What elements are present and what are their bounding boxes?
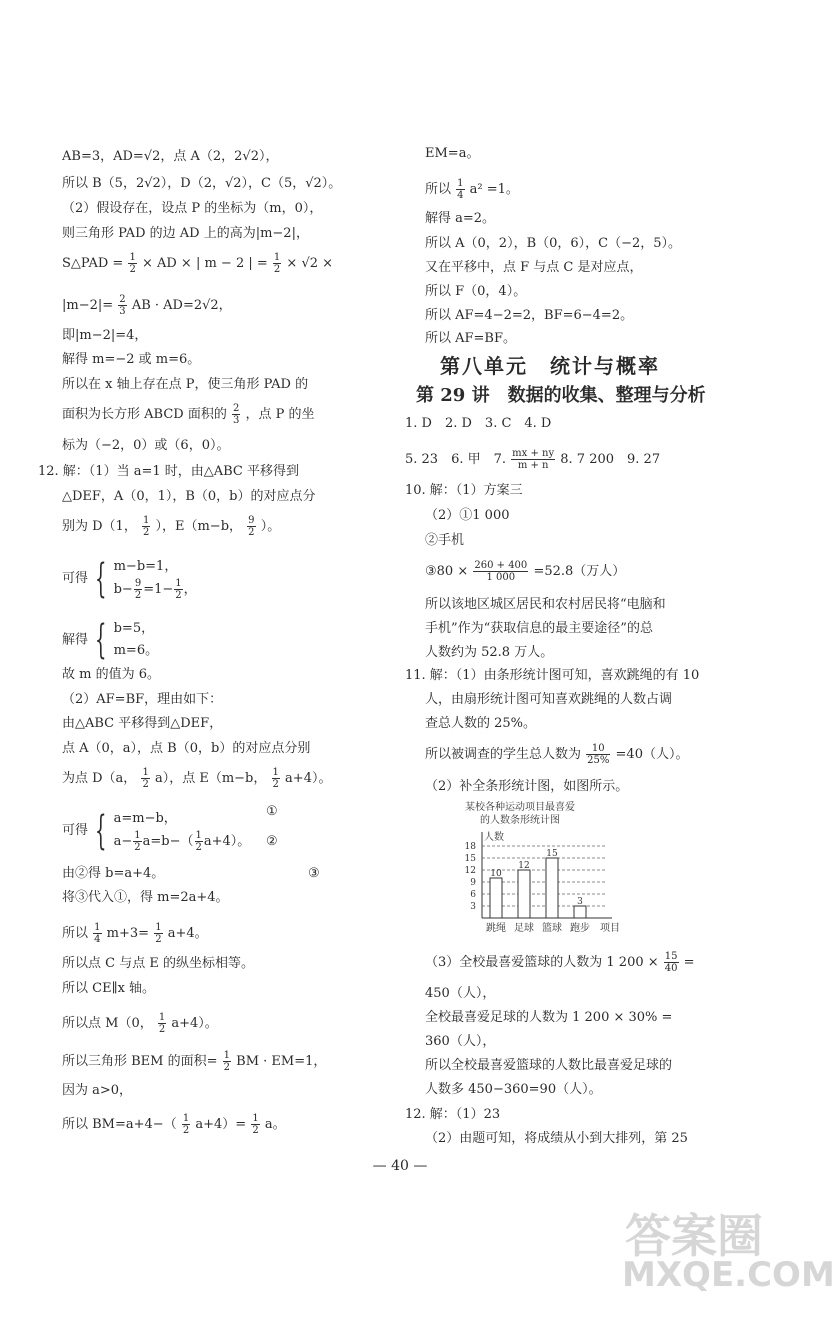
text-line: （2）①1 000: [425, 508, 510, 523]
chart-title-line1: 某校各种运动项目最喜爱: [465, 802, 575, 813]
text-line: （2）补全条形统计图，如图所示。: [425, 779, 629, 794]
text-line: 所以 B（5，2√2），D（2，√2），C（5，√2）。: [62, 176, 342, 191]
text-line: 由△ABC 平移得到△DEF，: [62, 716, 223, 731]
bar-value-label: 15: [546, 849, 558, 859]
bar-value-label: 12: [518, 861, 530, 871]
bar: [546, 858, 558, 918]
text-line: 12. 解：（1）23: [405, 1107, 501, 1122]
formula-line: 面积为长方形 ABCD 面积的 $\frac{2}{3}$ ，点 P 的坐: [62, 403, 315, 426]
text-line: 360（人），: [425, 1034, 496, 1049]
y-tick-label: 15: [464, 854, 476, 864]
text-line: 所以 F（0，4）。: [425, 284, 527, 299]
text-line: 点 A（0，a），点 B（0，b）的对应点分别: [62, 741, 311, 756]
text-line: 10. 解：（1）方案三: [405, 483, 523, 498]
text-line: 人数约为 52.8 万人。: [425, 645, 554, 660]
y-tick-label: 3: [470, 902, 476, 912]
lesson-title: 第 29 讲 数据的收集、整理与分析: [416, 385, 706, 406]
watermark-bottom: MXQE.COM: [622, 1255, 835, 1295]
formula-line: 所以点 M（0， $\frac{1}{2}$ a+4）。: [62, 1012, 218, 1035]
x-tick-label: 跑步: [570, 923, 590, 934]
text-line: AB=3，AD=√2，点 A（2，2√2），: [62, 149, 279, 164]
text-line: 手机”作为“获取信息的最主要途径”的总: [425, 621, 653, 636]
y-tick-label: 6: [470, 890, 476, 900]
text-line: （2）假设存在，设点 P 的坐标为（m，0），: [62, 201, 323, 216]
text-line: 所以全校最喜爱篮球的人数比最喜爱足球的: [425, 1058, 673, 1073]
equation-system: 解得 { b=5， m=6。: [62, 617, 159, 663]
formula-line: 所以 BM=a+4−（ $\frac{1}{2}$ a+4）= $\frac{1}{2}$ a。: [62, 1113, 286, 1136]
y-axis-label: 人数: [484, 832, 504, 843]
formula-line: 别为 D（1， $\frac{1}{2}$ ），E（m−b， $\frac{9}{2}$ ）。: [62, 515, 281, 538]
text-line: 由②得 b=a+4。: [62, 866, 165, 881]
x-tick-label: 篮球: [542, 923, 562, 934]
formula-line: |m−2|= $\frac{2}{3}$ AB · AD=2√2，: [62, 294, 232, 317]
text-line: EM=a。: [425, 146, 480, 161]
formula-line: ③80 × $\frac{260 + 400}{1 000}$ =52.8（万人）: [425, 560, 626, 583]
formula-line: 所以 $\frac{1}{4}$ a² =1。: [425, 178, 519, 201]
equation-system: 可得 { a=m−b， a− $\frac{1}{2}$ a=b−（ $\frac{1}{2}$ a+4）。: [62, 807, 251, 854]
text-line: 人数多 450−360=90（人）。: [425, 1082, 602, 1097]
x-tick-label: 足球: [514, 923, 534, 934]
text-line: 所以 AF=BF。: [425, 331, 517, 346]
text-line: 解得 a=2。: [425, 211, 496, 226]
watermark-top: 答案圈: [625, 1209, 763, 1263]
text-line: 所以 CE∥x 轴。: [62, 981, 156, 996]
text-line: 则三角形 PAD 的边 AD 上的高为|m−2|，: [62, 226, 309, 241]
formula-line: 所以三角形 BEM 的面积= $\frac{1}{2}$ BM · EM=1，: [62, 1050, 327, 1073]
formula-line: 所以被调查的学生总人数为 $\frac{10}{25\%}$ =40（人）。: [425, 743, 689, 766]
bar: [574, 906, 586, 918]
bar-chart-svg: [440, 800, 680, 940]
formula-line: （3）全校最喜爱篮球的人数为 1 200 × $\frac{15}{40}$ =: [425, 951, 695, 974]
text-line: 故 m 的值为 6。: [62, 667, 160, 682]
text-line: 查总人数的 25%。: [425, 716, 537, 731]
text-line: 标为（−2，0）或（6，0）。: [62, 438, 230, 453]
text-line: 因为 a>0，: [62, 1083, 133, 1098]
chart-title-line2: 的人数条形统计图: [480, 815, 560, 826]
equation-mark: ①: [266, 804, 278, 819]
bar: [518, 870, 530, 918]
x-tick-label: 跳绳: [486, 923, 506, 934]
text-line: 又在平移中，点 F 与点 C 是对应点，: [425, 260, 643, 275]
formula-line: S△PAD = $\frac{1}{2}$ × AD × | m − 2 | = $\frac{1}{2}$ × √2 ×: [62, 252, 334, 275]
text-line: 所以该地区城区居民和农村居民将“电脑和: [425, 597, 666, 612]
text-line: 1. D 2. D 3. C 4. D: [405, 416, 552, 431]
watermark-logo: [620, 1200, 835, 1300]
text-line: 所以在 x 轴上存在点 P，使三角形 PAD 的: [62, 377, 309, 392]
text-line: 人，由扇形统计图可知喜欢跳绳的人数占调: [425, 692, 673, 707]
y-tick-label: 12: [464, 866, 476, 876]
text-line: 所以 A（0，2），B（0，6），C（−2，5）。: [425, 236, 682, 251]
text-line: 全校最喜爱足球的人数为 1 200 × 30% =: [425, 1010, 673, 1025]
text-line: 所以点 C 与点 E 的纵坐标相等。: [62, 956, 254, 971]
x-axis-label: 项目: [600, 923, 620, 934]
bar-chart: [440, 800, 680, 940]
text-line: 11. 解：（1）由条形统计图可知，喜欢跳绳的有 10: [405, 668, 700, 683]
formula-line: 5. 23 6. 甲 7. $\frac{mx + ny}{m + n}$ 8. 7 200 9. 27: [405, 448, 661, 471]
text-line: 450（人），: [425, 986, 496, 1001]
text-line: ②手机: [425, 533, 465, 548]
text-line: △DEF，A（0，1），B（0，b）的对应点分: [62, 489, 316, 504]
bar-value-label: 3: [577, 897, 583, 907]
formula-line: 所以 $\frac{1}{4}$ m+3= $\frac{1}{2}$ a+4。: [62, 922, 208, 945]
text-line: （2）AF=BF，理由如下：: [62, 692, 223, 707]
equation-mark: ②: [266, 834, 278, 849]
unit-title: 第八单元 统计与概率: [440, 354, 660, 378]
bar: [490, 878, 502, 918]
equation-mark: ③: [308, 866, 320, 881]
formula-line: 为点 D（a， $\frac{1}{2}$ a），点 E（m−b， $\frac{1}{2}$ a+4）。: [62, 767, 332, 790]
y-tick-label: 9: [470, 878, 476, 888]
page-number: — 40 —: [372, 1158, 428, 1174]
text-line: 将③代入①，得 m=2a+4。: [62, 890, 229, 905]
text-line: （2）由题可知，将成绩从小到大排列，第 25: [425, 1131, 688, 1146]
text-line: 12. 解：（1）当 a=1 时，由△ABC 平移得到: [38, 464, 300, 479]
text-line: 所以 AF=4−2=2，BF=6−4=2。: [425, 308, 634, 323]
text-line: 即|m−2|=4，: [62, 328, 148, 343]
equation-system: 可得 { m−b=1， b− $\frac{9}{2}$ =1− $\frac{1}{2}$ ，: [62, 555, 197, 602]
text-line: 解得 m=−2 或 m=6。: [62, 352, 201, 367]
y-tick-label: 18: [464, 842, 476, 852]
bar-value-label: 10: [490, 869, 502, 879]
